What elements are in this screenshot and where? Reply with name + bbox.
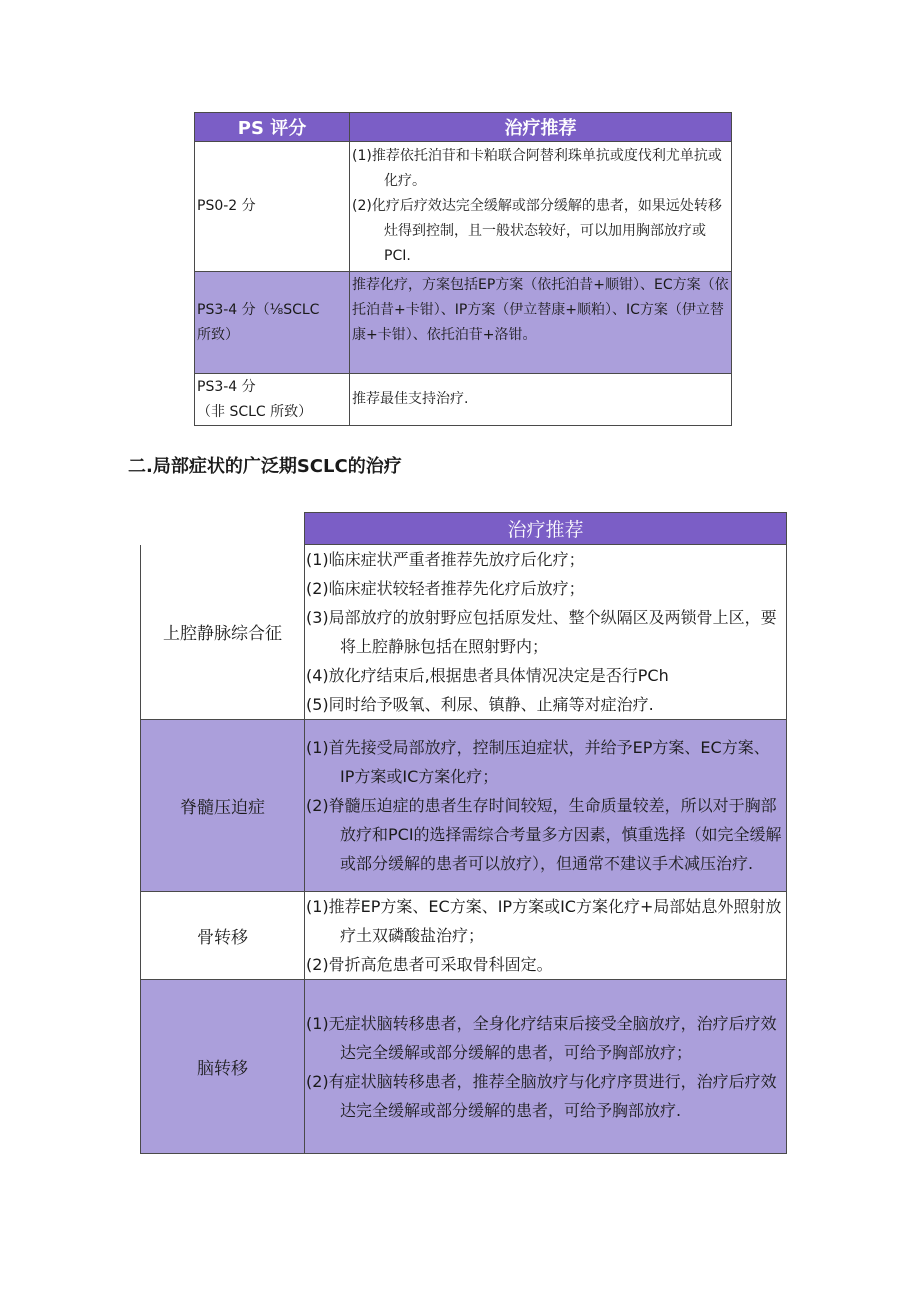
recommendation-item: (2)化疗后疗效达完全缓解或部分缓解的患者，如果远处转移灶得到控制，且一般状态较好，可以加用胸部放疗或PCI.	[352, 198, 722, 264]
recommendation-item: (2)骨折高危患者可采取骨科固定。	[306, 955, 553, 974]
local-symptom-table	[140, 512, 787, 1154]
recommendation-cell	[305, 980, 787, 1154]
score-cell	[195, 374, 350, 426]
table-row	[195, 142, 732, 272]
recommendation-item: (1)无症状脑转移患者，全身化疗结束后接受全脑放疗，治疗后疗效达完全缓解或部分缓解的患者，可给予胸部放疗；	[306, 1013, 777, 1062]
header-blank-cell	[141, 513, 305, 545]
recommendation-item: (4)放化疗结束后,根据患者具体情况决定是否行PCh	[306, 666, 669, 685]
table-row	[141, 720, 787, 892]
table-row	[141, 892, 787, 980]
table-row	[195, 374, 732, 426]
recommendation-item: (2)脊髓压迫症的患者生存时间较短，生命质量较差，所以对于胸部放疗和PCI的选择需综合考量多方因素，慎重选择（如完全缓解或部分缓解的患者可以放疗），但通常不建议手术减压治疗.	[306, 796, 782, 873]
table-header-row	[141, 513, 787, 545]
section-heading: 二.局部症状的广泛期SCLC的治疗	[128, 456, 402, 477]
score-cell	[195, 272, 350, 374]
recommendation-cell	[350, 272, 732, 374]
header-treatment: 治疗推荐	[350, 113, 732, 142]
score-line: PS3-4 分（⅛SCLC	[197, 301, 320, 318]
recommendation-cell	[305, 720, 787, 892]
recommendation-item: (1)推荐EP方案、EC方案、IP方案或IC方案化疗+局部姑息外照射放疗土双磷酸盐治疗；	[306, 897, 782, 945]
header-ps-score: PS 评分	[195, 113, 350, 142]
symptom-cell: 骨转移	[141, 892, 305, 980]
symptom-cell: 脑转移	[141, 980, 305, 1154]
recommendation-item: 推荐化疗，方案包括EP方案（依托泊昔+顺钳）、EC方案（依托泊昔+卡钳）、IP方案（伊立替康+顺粕）、IC方案（伊立替康+卡钳）、依托泊苷+洛钳。	[352, 277, 729, 343]
table-row	[195, 272, 732, 374]
score-line: （非 SCLC 所致）	[197, 403, 313, 420]
header-treatment: 治疗推荐	[305, 513, 787, 545]
recommendation-cell	[305, 892, 787, 980]
recommendation-item: (2)有症状脑转移患者，推荐全脑放疗与化疗序贯进行，治疗后疗效达完全缓解或部分缓解的患者，可给予胸部放疗.	[306, 1071, 777, 1120]
recommendation-item: (1)临床症状严重者推荐先放疗后化疗；	[306, 550, 585, 569]
recommendation-item: (1)首先接受局部放疗，控制压迫症状，并给予EP方案、EC方案、IP方案或IC方案化疗；	[306, 738, 770, 786]
table-row	[141, 980, 787, 1154]
symptom-cell: 上腔静脉综合征	[141, 545, 305, 720]
recommendation-item: (5)同时给予吸氧、利尿、镇静、止痛等对症治疗.	[306, 695, 654, 714]
recommendation-cell	[350, 374, 732, 426]
score-line: PS3-4 分	[197, 378, 256, 395]
recommendation-item: (3)局部放疗的放射野应包括原发灶、整个纵隔区及两锁骨上区，要将上腔静脉包括在照射野内；	[306, 608, 777, 656]
recommendation-item: 推荐最佳支持治疗.	[352, 391, 469, 407]
recommendation-item: (2)临床症状较轻者推荐先化疗后放疗；	[306, 579, 585, 598]
table-row	[141, 545, 787, 720]
table-header-row	[195, 113, 732, 142]
recommendation-cell	[305, 545, 787, 720]
recommendation-cell	[350, 142, 732, 272]
ps-score-table	[194, 112, 732, 426]
symptom-cell: 脊髓压迫症	[141, 720, 305, 892]
score-cell: PS0-2 分	[195, 142, 350, 272]
recommendation-item: (1)推荐依托泊苷和卡粕联合阿替利珠单抗或度伐利尤单抗或化疗。	[352, 148, 722, 189]
score-line: 所致）	[197, 326, 239, 343]
